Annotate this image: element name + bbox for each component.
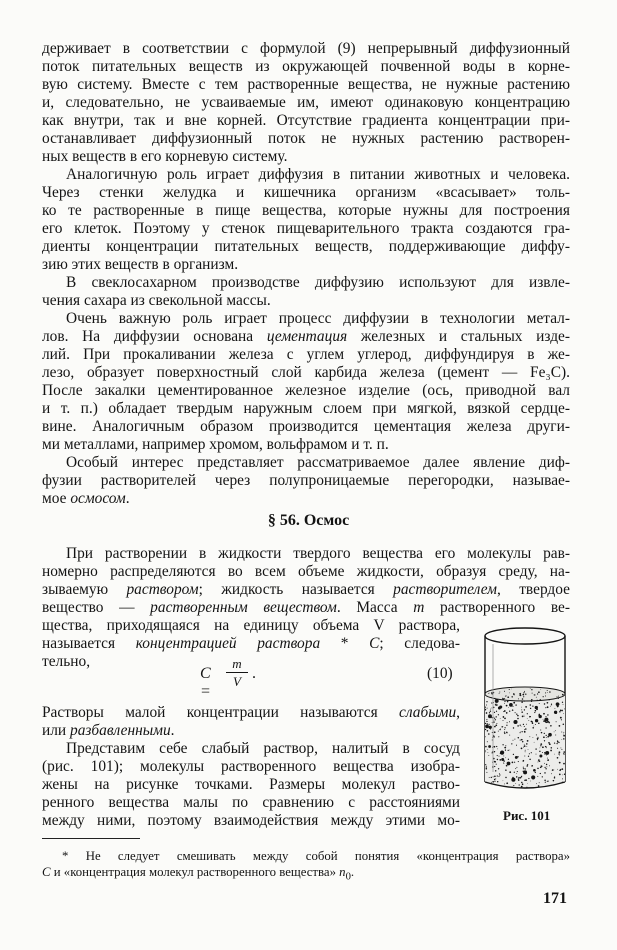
variable: C [369, 635, 380, 652]
text-line: Растворы малой концентрации называются слабыми, [42, 704, 460, 721]
variable: m [413, 599, 425, 616]
formula-dot: . [252, 665, 256, 682]
fraction-denominator: V [233, 674, 241, 689]
text-line: вещество — растворенным веществом. Масса m растворенного ве- [42, 599, 571, 616]
emphasis: цементация [266, 328, 348, 345]
beaker-figure [471, 622, 579, 800]
text-line: Через стенки желудка и кишечника организм «всасывает» толь- [42, 184, 570, 201]
text-line: зываемую раствором; жидкость называется растворителем, твердое [42, 581, 570, 598]
text-line: фузии растворителей через полупроницаемые перегородки, называе- [42, 472, 570, 489]
text-line: (рис. 101); молекулы растворенного вещества изобра- [42, 758, 460, 775]
formula-lhs: C = [200, 665, 211, 700]
text-line: или разбавленными. [42, 722, 175, 739]
text-line: вине. Аналогичным образом производится цементация железа други- [42, 418, 570, 435]
footnote-line: C и «концентрация молекул растворенного вещества» $n_0$. [42, 865, 355, 883]
fraction-numerator: m [232, 656, 242, 671]
text-line: зию этих веществ в организм. [42, 256, 239, 273]
emphasis: раствором [126, 581, 199, 598]
variable: C [42, 865, 51, 879]
emphasis: растворенным веществом [150, 599, 337, 616]
footnote-rule [42, 838, 140, 839]
fraction [226, 656, 248, 689]
text-line: между ними, поэтому взаимодействия между этими мо- [42, 812, 460, 829]
text-line: тельно, [42, 653, 91, 670]
text-line: номерно распределяются во всем объеме жидкости, образуя среду, на- [42, 563, 570, 580]
text-line: и т. п.) обладает твердым наружным слоем при мягкой, вязкой сердце- [42, 400, 570, 417]
text-line: ренного вещества малы по сравнению с расстояниями [42, 794, 460, 811]
text-line: как внутри, так и вне корней. Отсутствие градиента концентрации при- [42, 112, 570, 129]
figure-caption: Рис. 101 [503, 808, 551, 823]
beaker-rim [485, 628, 565, 644]
emphasis: растворителем [393, 581, 497, 598]
emphasis: концентрацией раствора [135, 635, 321, 652]
text-line: Представим себе слабый раствор, налитый в сосуд [66, 740, 460, 757]
text-line: Особый интерес представляет рассматриваемое далее явление диф- [66, 454, 570, 471]
equation-number: (10) [427, 665, 453, 682]
text-line: Аналогичную роль играет диффузия в питании животных и человека. [66, 166, 570, 183]
text-line: диенты концентрации питательных веществ, поддерживающие диффу- [42, 238, 570, 255]
text-line: При растворении в жидкости твердого вещества его молекулы рав- [66, 545, 570, 562]
emphasis: слабыми [399, 704, 457, 721]
solution-surface [485, 687, 565, 701]
text-line: его клеток. Поэтому у стенок пищеварительного тракта создаются гра- [42, 220, 570, 237]
text-line: останавливает диффузионный поток не нужных растению растворен- [42, 130, 570, 147]
text-line: лий. При прокаливании железа с углем углерод, диффундируя в же- [42, 346, 570, 363]
text-line: мое осмосом. [42, 490, 130, 507]
text-line: поток питательных веществ из окружающей почвенной воды в корне- [42, 58, 570, 75]
text-line: жены на рисунке точками. Размеры молекул раство- [42, 776, 460, 793]
text-line: Очень важную роль играет процесс диффузии в технологии метал- [66, 310, 570, 327]
text-line: и, следовательно, не усваиваемые им, имеют одинаковую концентрацию [42, 94, 570, 111]
fraction-bar [226, 672, 248, 673]
text-line: называется концентрацией раствора * C; следова- [42, 635, 460, 652]
page-number: 171 [543, 890, 567, 907]
emphasis: осмосом [70, 490, 126, 507]
variable: n [339, 865, 346, 879]
text-line: ных веществ в его корневую систему. [42, 148, 288, 165]
emphasis: разбавленными [70, 722, 171, 739]
section-heading: § 56. Осмос [267, 512, 350, 529]
text-line: ми металлами, например хромом, вольфрамом и т. п. [42, 436, 389, 453]
text-line: щества, приходящаяся на единицу объема V раствора, [42, 617, 460, 634]
text-line: После закалки цементированное железное изделие (ось, приводной вал [42, 382, 570, 399]
footnote-line: * Не следует смешивать между собой понятия «концентрация раствора» [62, 849, 570, 863]
text-line: лезо, образует поверхностный слой карбида железа (цемент — Fe₃C). [42, 364, 570, 381]
text-line: В свеклосахарном производстве диффузию используют для извле- [66, 274, 570, 291]
text-line: лов. На диффузии основана цементация железных и стальных изде- [42, 328, 571, 345]
text-line: держивает в соответствии с формулой (9) непрерывный диффузионный [42, 40, 570, 57]
text-line: ко те растворенные в пище вещества, которые нужны для построения [42, 202, 570, 219]
text-line: чения сахара из свекольной массы. [42, 292, 271, 309]
text-line: вую систему. Вместе с тем растворенные вещества, не нужные растению [42, 76, 570, 93]
